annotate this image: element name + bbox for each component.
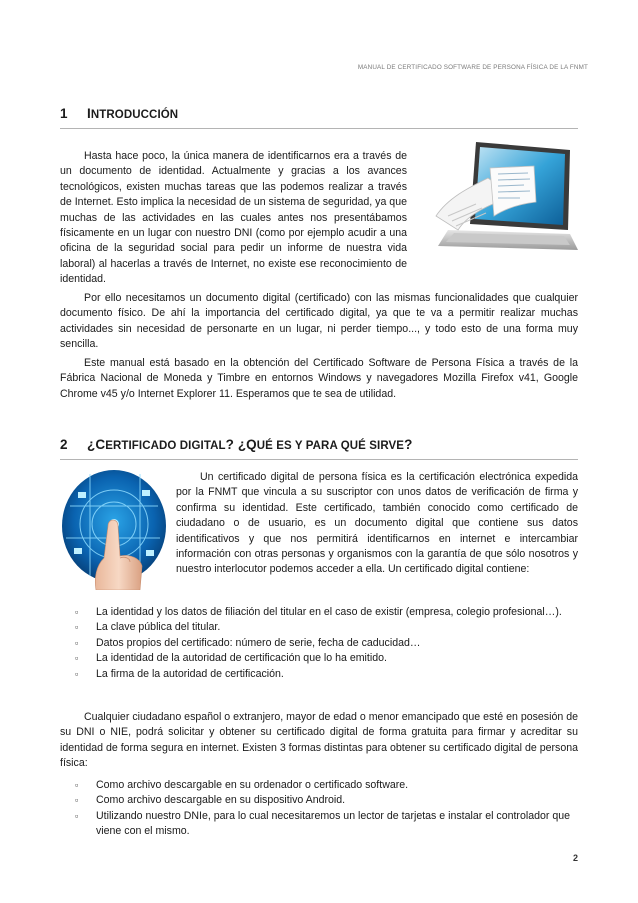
list-item-text: Como archivo descargable en su dispositivo Android. bbox=[96, 794, 346, 807]
section-2-paragraph-2: Cualquier ciudadano español o extranjero, mayor de edad o menor emancipado que esté en posesión de su DNI o NIE, podrá solicitar y obtener su certificado digital de forma gratuita para firmar y acreditar su identidad de forma segura en internet. Existen 3 formas distintas para obtener su certificado digital de persona física: bbox=[60, 711, 578, 770]
square-bullet-icon: ▫ bbox=[75, 607, 79, 617]
certificate-contents-list bbox=[60, 605, 578, 682]
square-bullet-icon: ▫ bbox=[75, 795, 79, 806]
list-item bbox=[60, 636, 578, 651]
square-bullet-icon: ▫ bbox=[75, 637, 79, 648]
list-item bbox=[60, 809, 578, 840]
list-item bbox=[60, 651, 578, 666]
section-1-paragraph-3: Este manual está basado en la obtención del Certificado Software de Persona Física a través de la Fábrica Nacional de Moneda y Timbre en entornos Windows y navegadores Mozilla Firefox v41, Google Chrome v45 y/o Internet Explorer 11. Esperamos que te sea de utilidad. bbox=[60, 357, 578, 400]
list-item bbox=[60, 620, 578, 635]
section-2-title-part: ERTIFICADO DIGITAL bbox=[105, 440, 226, 452]
certificate-ways-list bbox=[60, 778, 578, 840]
section-2-title-part: UÉ ES Y PARA QUÉ SIRVE bbox=[256, 440, 405, 452]
section-2-title-part: ? ¿Q bbox=[225, 437, 257, 452]
list-item bbox=[60, 667, 578, 682]
square-bullet-icon: ▫ bbox=[75, 653, 79, 664]
list-item-text: Utilizando nuestro DNIe, para lo cual necesitaremos un lector de tarjetas e instalar el controlador que viene con el mismo. bbox=[96, 809, 571, 838]
list-item bbox=[60, 793, 578, 808]
list-item-text: Datos propios del certificado: número de serie, fecha de caducidad… bbox=[96, 636, 421, 649]
section-2-heading bbox=[60, 436, 578, 460]
section-2-paragraph-1: Un certificado digital de persona física es la certificación electrónica expedida por la FNMT que vincula a su suscriptor con unos datos de verificación de firma y confirma su identidad. Este certificado, también conocido como certificado de ciudadano o de usuario, es un documento digital que contiene sus datos identificativos y que nos permitirá identificarnos en internet e intercambiar información con otras personas y organismos con la garantía de que sólo nosotros y nuestro interlocutor podemos acceder a ella. Un certificado digital contiene: bbox=[176, 471, 578, 576]
list-item-text: La identidad de la autoridad de certificación que lo ha emitido. bbox=[96, 652, 387, 665]
digital-touch-illustration bbox=[60, 466, 168, 590]
section-2-title-part: ¿C bbox=[87, 437, 106, 452]
section-1-heading bbox=[60, 105, 578, 129]
section-2-title-part: ? bbox=[404, 437, 413, 452]
square-bullet-icon: ▫ bbox=[75, 780, 79, 790]
list-item-text: La identidad y los datos de filiación del titular en el caso de existir (empresa, colegio profesional…). bbox=[96, 606, 562, 618]
list-item bbox=[60, 778, 578, 793]
square-bullet-icon: ▫ bbox=[75, 810, 79, 821]
list-item bbox=[60, 605, 578, 620]
page-number: 2 bbox=[572, 853, 578, 863]
section-1-title-initial: I bbox=[87, 106, 91, 121]
square-bullet-icon: ▫ bbox=[75, 622, 79, 633]
laptop-document-illustration bbox=[428, 138, 580, 270]
section-2-number: 2 bbox=[60, 437, 68, 452]
section-1-paragraph-2: Por ello necesitamos un documento digital (certificado) con las mismas funcionalidades que cualquier documento físico. De ahí la importancia del certificado digital, ya que te va a permitir realizar muchas actividades sin necesidad de personarte en un lugar, ni perder tiempo..., y todo esto de una forma muy sencilla. bbox=[60, 292, 578, 351]
section-1-paragraph-1: Hasta hace poco, la única manera de identificarnos era a través de un documento de identidad. Actualmente y gracias a los avances tecnológicos, existen muchas tareas que las podemos realizar a través de Internet. Esto implica la necesidad de un sistema de seguridad, ya que muchas de las actividades en las cuales antes nos presentábamos físicamente en un lugar con nuestro DNI (como por ejemplo acudir a una oficina de la seguridad social para pedir un informe de nuestra vida laboral) al hacerlas a través de Internet, no existe ese reconocimiento de identidad. bbox=[60, 150, 407, 286]
section-1-number: 1 bbox=[60, 106, 68, 121]
square-bullet-icon: ▫ bbox=[75, 668, 79, 679]
list-item-text: Como archivo descargable en su ordenador o certificado software. bbox=[96, 779, 409, 791]
list-item-text: La firma de la autoridad de certificación. bbox=[96, 667, 284, 680]
running-header: MANUAL DE CERTIFICADO SOFTWARE DE PERSONA FÍSICA DE LA FNMT bbox=[357, 64, 588, 71]
list-item-text: La clave pública del titular. bbox=[96, 621, 221, 634]
section-1-title-rest: NTRODUCCIÓN bbox=[90, 109, 179, 121]
